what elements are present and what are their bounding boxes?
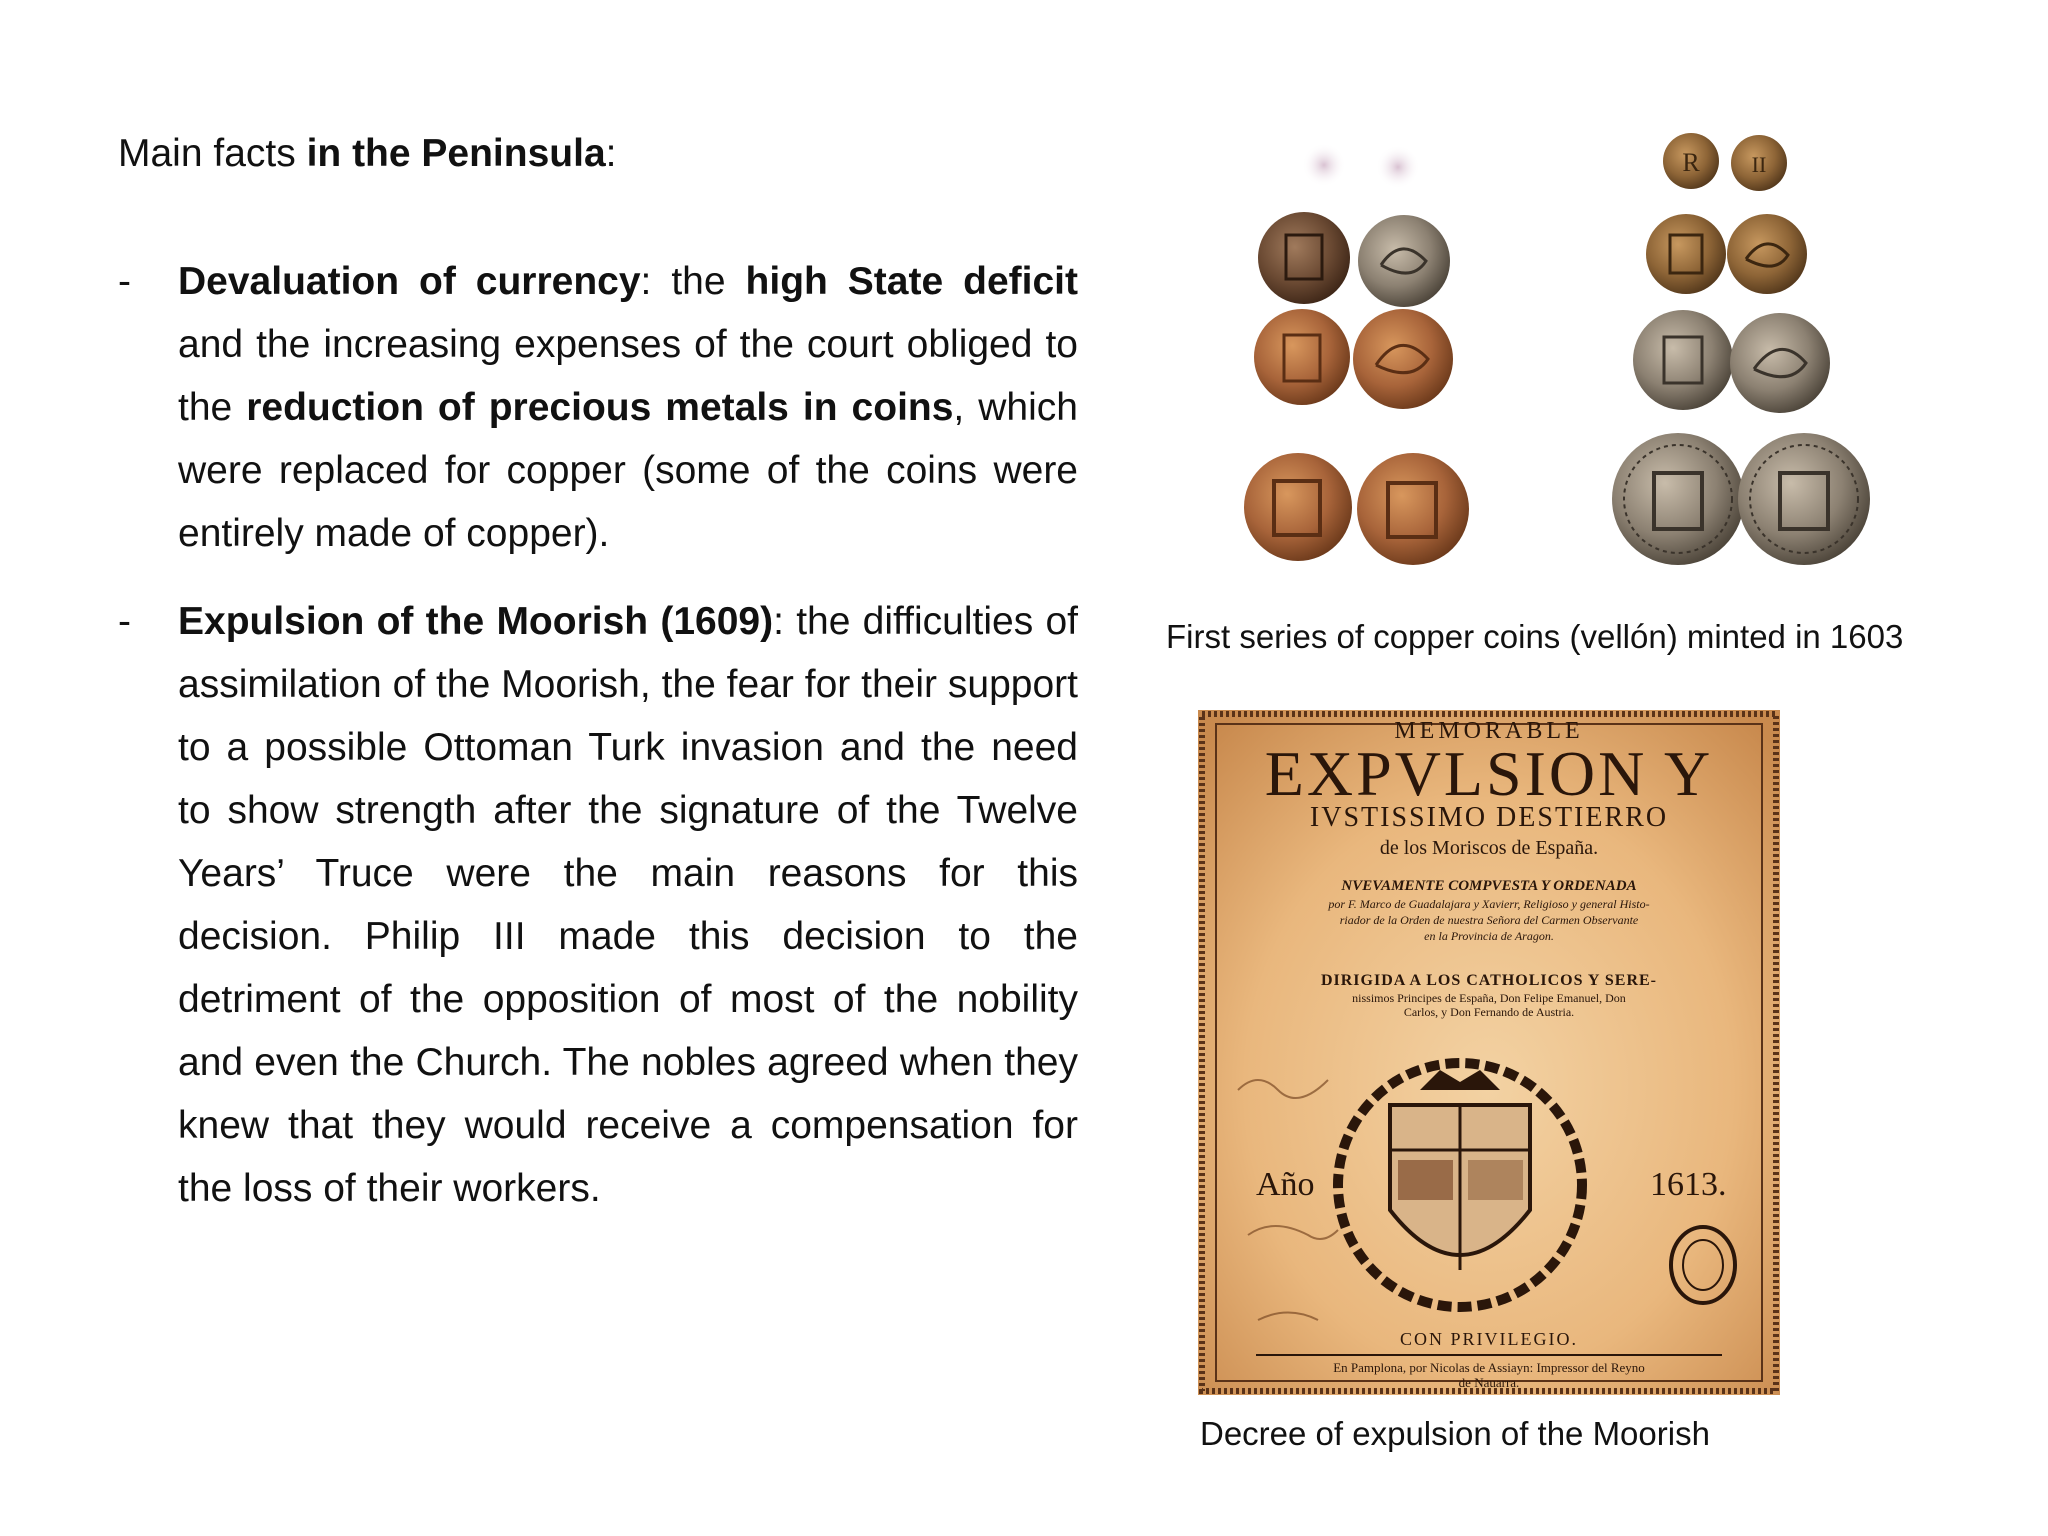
coin	[1738, 433, 1870, 565]
decree-title-expulsion: EXPVLSION Y	[1264, 738, 1714, 809]
decree-author-3: en la Provincia de Aragon.	[1424, 929, 1554, 943]
decree-dedication-2: nissimos Principes de España, Don Felipe Emanuel, Don	[1352, 991, 1626, 1005]
blur-mark	[1376, 145, 1420, 189]
coin	[1646, 214, 1726, 294]
decree-dedication-1: DIRIGIDA A LOS CATHOLICOS Y SERE-	[1320, 972, 1658, 989]
decree-title-memorable: MEMORABLE	[1394, 718, 1584, 744]
coin	[1633, 310, 1733, 410]
arms-quarter	[1468, 1160, 1523, 1200]
decree-caption: Decree of expulsion of the Moorish	[1200, 1415, 1710, 1452]
arms-quarter	[1398, 1160, 1453, 1200]
text-segment: : the	[640, 260, 746, 303]
decree-privilege: CON PRIVILEGIO.	[1400, 1329, 1578, 1349]
bullet-devaluation	[118, 250, 1078, 565]
coin	[1258, 212, 1350, 304]
bold-devaluation: Devaluation of currency	[178, 260, 641, 303]
coin	[1353, 309, 1453, 409]
bold-expulsion: Expulsion of the Moorish (1609)	[178, 600, 774, 643]
coin	[1244, 453, 1352, 561]
coins-caption: First series of copper coins (vellón) minted in 1603	[1166, 618, 1904, 655]
bold-reduction: reduction of precious metals in coins	[246, 386, 954, 429]
bullet-expulsion-text	[178, 590, 1078, 1220]
decree-dedication-3: Carlos, y Don Fernando de Austria.	[1403, 1005, 1575, 1019]
coin	[1727, 214, 1807, 294]
coin	[1612, 433, 1744, 565]
intro-tail: :	[605, 132, 617, 175]
decree-year-label: Año	[1256, 1166, 1315, 1203]
decree-imprint-1: En Pamplona, por Nicolas de Assiayn: Impressor del Reyno	[1333, 1360, 1645, 1375]
bullet-dash: -	[118, 600, 131, 643]
decree-subtitle: NVEVAMENTE COMPVESTA Y ORDENADA	[1341, 878, 1637, 894]
decree-imprint-2: de Nauarra.	[1458, 1375, 1520, 1390]
text-segment: , which were replaced for copper (some of the coins were entirely made of copper).	[178, 386, 1078, 555]
decree-title-destierro: IVSTISSIMO DESTIERRO	[1309, 802, 1669, 833]
decree-author-1: por F. Marco de Guadalajara y Xavierr, Religioso y general Histo-	[1328, 897, 1650, 911]
text-segment: and the increasing expenses of the court obliged to the	[178, 323, 1078, 429]
bold-deficit: high State deficit	[745, 260, 1078, 303]
coin	[1358, 215, 1450, 307]
coin	[1730, 313, 1830, 413]
intro-bold: in the Peninsula	[306, 132, 606, 175]
coins-image	[1236, 95, 1876, 575]
intro-plain: Main facts	[118, 132, 307, 175]
coin	[1357, 453, 1469, 565]
decree-title-moriscos: de los Moriscos de España.	[1379, 837, 1599, 859]
bullet-devaluation-text	[178, 250, 1078, 565]
blur-mark	[1302, 143, 1346, 187]
coin-design: II	[1751, 152, 1767, 177]
intro-heading	[118, 128, 616, 180]
text-segment: : the difficulties of assimilation of the Moorish, the fear for their support to a possible Ottoman Turk invasion and the need to show strength after the signature of the Twelve Years’ Truce were the main reasons for this decision. Philip III made this decision to the detriment of the opposition of most of the nobility and even the Church. The nobles agreed when they knew that they would receive a compensation for the loss of their workers.	[178, 600, 1078, 1210]
decree-image	[1198, 710, 1780, 1395]
bullet-expulsion	[118, 590, 1078, 1220]
decree-year: 1613.	[1650, 1166, 1727, 1203]
bullet-dash: -	[118, 260, 131, 303]
coin-design: R	[1682, 148, 1700, 177]
coin	[1254, 309, 1350, 405]
decree-author-2: riador de la Orden de nuestra Señora del Carmen Observante	[1339, 913, 1639, 927]
